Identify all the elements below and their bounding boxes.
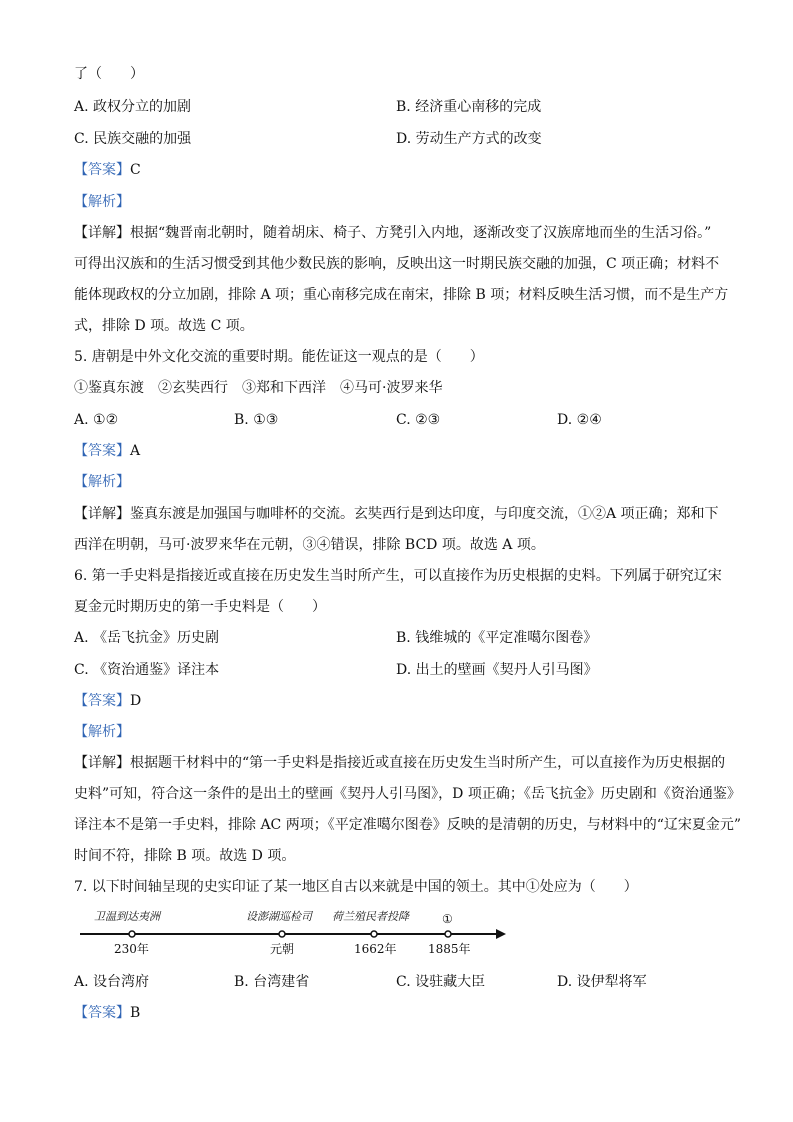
q7-option-c: C. 设驻藏大臣	[396, 974, 486, 990]
q5-analysis-heading: 【解析】	[74, 474, 130, 490]
q6-detail-line-2: 史料”可知，符合这一条件的是出土的壁画《契丹人引马图》，D 项正确；《岳飞抗金》历史剧和《资治通鉴》	[74, 786, 741, 802]
timeline-event-4-year: 1885年	[428, 942, 471, 956]
q7-stem: 7. 以下时间轴呈现的史实印证了某一地区自古以来就是中国的领土。其中①处应为（ ）	[74, 879, 638, 895]
q5-items: ①鉴真东渡 ②玄奘西行 ③郑和下西洋 ④马可·波罗来华	[74, 380, 443, 396]
q6-option-a: A. 《岳飞抗金》历史剧	[74, 630, 220, 646]
q7-option-a: A. 设台湾府	[74, 974, 150, 990]
timeline-event-2-year: 元朝	[270, 942, 295, 956]
timeline-event-1-label: 卫温到达夷洲	[94, 910, 160, 923]
q4-detail-line-4: 式，排除 D 项。故选 C 项。	[74, 318, 254, 334]
q5-stem: 5. 唐朝是中外文化交流的重要时期。能佐证这一观点的是（ ）	[74, 349, 484, 365]
q4-detail-line-3: 能体现政权的分立加剧，排除 A 项；重心南移完成在南宋，排除 B 项；材料反映生活习惯，而不是生产方	[74, 287, 729, 303]
q4-detail-line-1: 【详解】根据“魏晋南北朝时，随着胡床、椅子、方凳引入内地，逐渐改变了汉族席地而坐的生活习俗。”	[74, 225, 712, 241]
q6-analysis-heading: 【解析】	[74, 724, 130, 740]
q5-detail-line-2: 西洋在明朝，马可·波罗来华在元朝，③④错误，排除 BCD 项。故选 A 项。	[74, 537, 545, 553]
timeline-event-4-label: ①	[442, 912, 453, 926]
timeline-event-3-label: 荷兰殖民者投降	[332, 910, 409, 923]
q4-stem-tail: 了（ ）	[74, 66, 144, 82]
q6-option-c: C. 《资治通鉴》译注本	[74, 662, 220, 678]
q6-option-b: B. 钱维城的《平定准噶尔图卷》	[396, 630, 598, 646]
q6-detail-line-4: 时间不符，排除 B 项。故选 D 项。	[74, 848, 296, 864]
timeline-event-2-label: 设澎湖巡检司	[246, 910, 312, 923]
q4-option-b: B. 经济重心南移的完成	[396, 99, 542, 115]
q6-answer: 【答案】D	[74, 693, 142, 709]
q4-option-d: D. 劳动生产方式的改变	[396, 131, 542, 147]
q6-detail-line-3: 译注本不是第一手史料，排除 AC 两项；《平定准噶尔图卷》反映的是清朝的历史，与材料中的“辽宋夏金元”	[74, 817, 742, 833]
q5-option-a: A. ①②	[74, 412, 119, 428]
timeline	[76, 906, 508, 962]
q5-option-c: C. ②③	[396, 412, 441, 428]
timeline-event-3-year: 1662年	[354, 942, 397, 956]
q7-option-b: B. 台湾建省	[234, 974, 310, 990]
timeline-event-1-year: 230年	[114, 942, 149, 956]
q5-option-d: D. ②④	[557, 412, 602, 428]
q6-stem-line-2: 夏金元时期历史的第一手史料是（ ）	[74, 599, 326, 615]
q7-answer: 【答案】B	[74, 1005, 141, 1021]
q4-option-a: A. 政权分立的加剧	[74, 99, 192, 115]
q5-detail-line-1: 【详解】鉴真东渡是加强国与咖啡杯的交流。玄奘西行是到达印度，与印度交流，①②A 项正确；郑和下	[74, 506, 719, 522]
q7-option-d: D. 设伊犁将军	[557, 974, 647, 990]
q6-option-d: D. 出土的壁画《契丹人引马图》	[396, 662, 598, 678]
q4-detail-line-2: 可得出汉族和的生活习惯受到其他少数民族的影响，反映出这一时期民族交融的加强，C 项正确；材料不	[74, 256, 720, 272]
q5-answer: 【答案】A	[74, 443, 141, 459]
q4-analysis-heading: 【解析】	[74, 194, 130, 210]
q4-answer: 【答案】C	[74, 162, 141, 178]
q6-stem-line-1: 6. 第一手史料是指接近或直接在历史发生当时所产生，可以直接作为历史根据的史料。下列属于研究辽宋	[74, 568, 722, 584]
q6-detail-line-1: 【详解】根据题干材料中的“第一手史料是指接近或直接在历史发生当时所产生，可以直接作为历史根据的	[74, 755, 726, 771]
q4-option-c: C. 民族交融的加强	[74, 131, 192, 147]
q5-option-b: B. ①③	[234, 412, 279, 428]
